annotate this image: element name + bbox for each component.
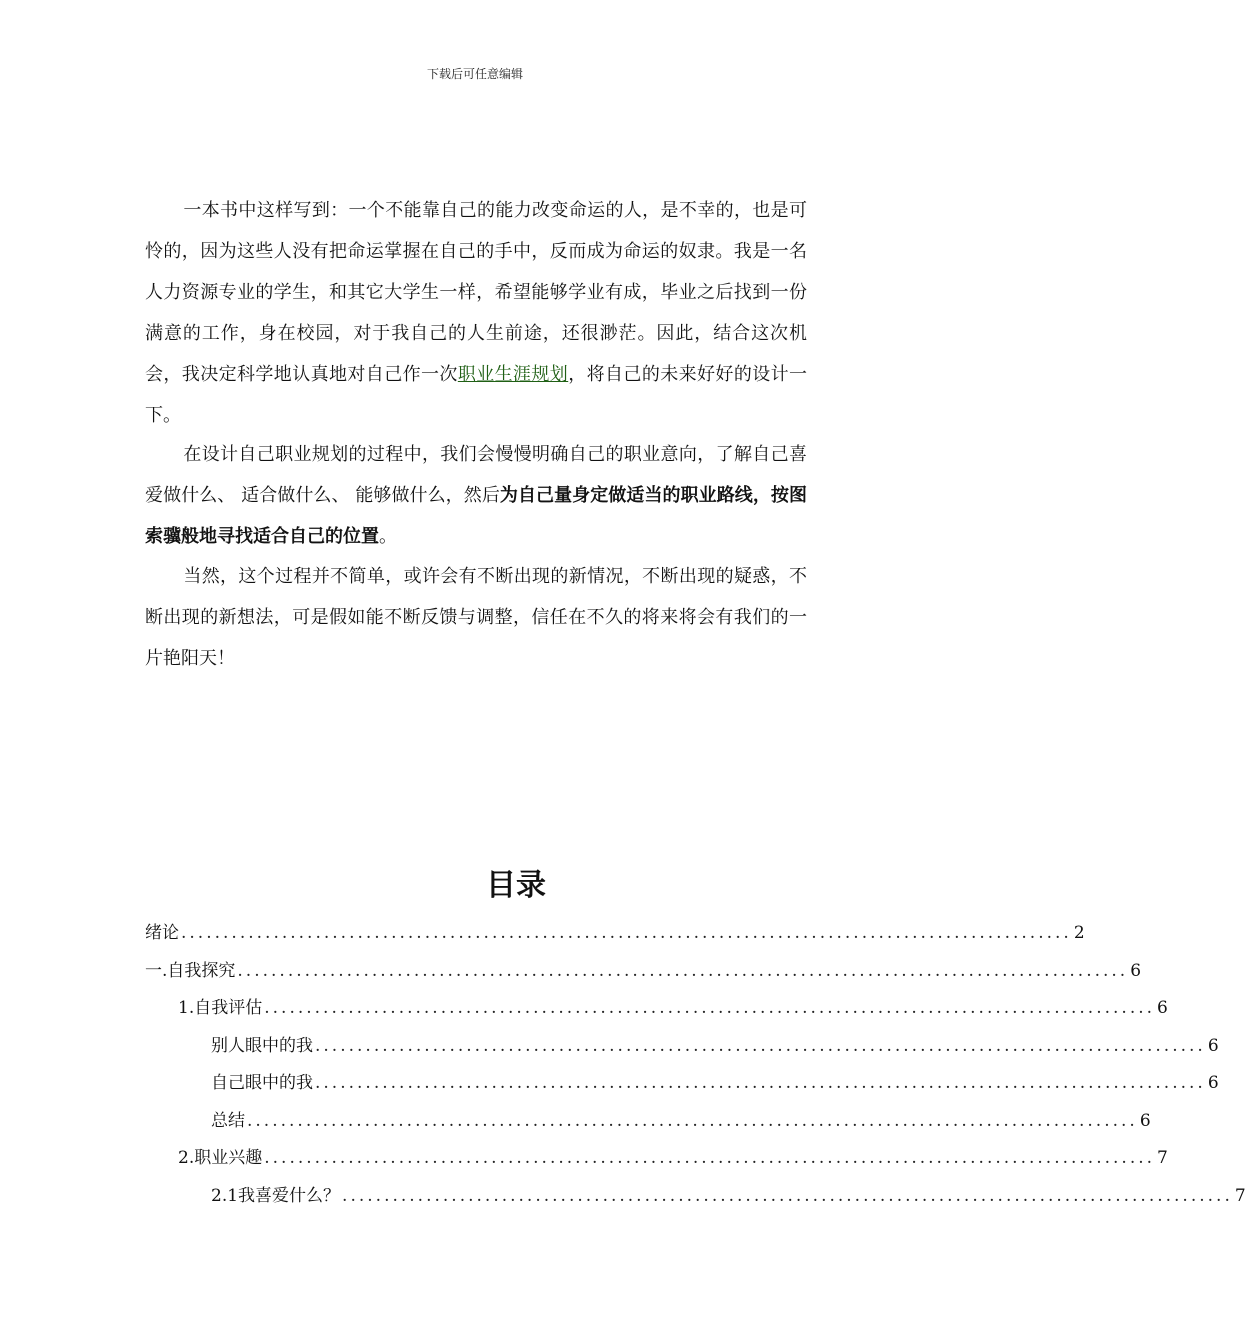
- toc-title: 目录: [486, 868, 546, 903]
- bold-phrase: 为自己量身定做适当的职业路线，按图索骥般地寻找适合自己的位置: [145, 485, 807, 547]
- toc-entry-label: 一.自我探究: [145, 960, 236, 981]
- toc-entry-label: 2.职业兴趣: [178, 1148, 263, 1168]
- toc-entry-page: 2: [1073, 923, 1085, 943]
- toc-entry[interactable]: [145, 1143, 1168, 1181]
- paragraph-text: 一本书中这样写到：一个不能靠自己的能力改变命运的人，是不幸的，也是可怜的，因为这些人没有把命运掌握在自己的手中，反而成为命运的奴隶。我是一名人力资源专业的学生，和其它大学生一样，希望能够学业有成，毕业之后找到一份满意的工作，身在校园，对于我自己的人生前途，还很渺茫。因此，结合这次机会，我决定科学地认真地对自己作一次: [145, 200, 807, 385]
- toc-entry[interactable]: [145, 1106, 1151, 1144]
- toc-leader-dots: ..........................................................................................................: [315, 1035, 1206, 1056]
- toc-entry-page: 7: [1157, 1148, 1168, 1168]
- toc-entry[interactable]: [145, 993, 1168, 1031]
- paragraph-text: 。: [379, 526, 397, 547]
- paragraph-text: 当然，这个过程并不简单，或许会有不断出现的新情况，不断出现的疑惑，不断出现的新想法，可是假如能不断反馈与调整，信任在不久的将来将会有我们的一片艳阳天！: [145, 566, 807, 669]
- toc-entry-label: 绪论: [145, 923, 179, 943]
- toc-leader-dots: ..........................................................................................................: [264, 998, 1156, 1018]
- toc-entry-label: 别人眼中的我: [211, 1035, 313, 1056]
- toc-leader-dots: ..........................................................................................................: [264, 1148, 1156, 1168]
- toc-entry-label: 1.自我评估: [178, 998, 263, 1018]
- toc-entry-page: 7: [1234, 1185, 1246, 1206]
- toc-leader-dots: ..........................................................................................................: [342, 1185, 1233, 1206]
- page-header: 下载后可任意编辑: [426, 67, 523, 81]
- toc-leader-dots: ..........................................................................................................: [181, 923, 1072, 943]
- toc-entry-label: 总结: [211, 1110, 245, 1131]
- toc-entry-label: 自己眼中的我: [211, 1073, 313, 1093]
- toc-entry-page: 6: [1207, 1035, 1219, 1056]
- toc-entry[interactable]: [145, 1181, 1246, 1219]
- toc-entry-page: 6: [1130, 960, 1142, 981]
- toc-entry[interactable]: [145, 1031, 1219, 1069]
- intro-paragraph-1: [145, 190, 807, 436]
- toc-leader-dots: ..........................................................................................................: [237, 960, 1129, 981]
- toc-leader-dots: ..........................................................................................................: [315, 1073, 1206, 1093]
- toc-entry[interactable]: [145, 918, 1085, 956]
- toc-entry[interactable]: [145, 956, 1142, 994]
- toc-entry-page: 6: [1207, 1073, 1219, 1093]
- toc-entry-page: 6: [1139, 1110, 1151, 1131]
- paragraph-text: 在设计自己职业规划的过程中，我们会慢慢明确自己的职业意向，了解自己喜爱做什么、 适合做什么、 能够做什么，然后: [145, 444, 807, 506]
- career-planning-link[interactable]: 职业生涯规划: [457, 364, 569, 385]
- table-of-contents: [145, 918, 1246, 1218]
- toc-entry[interactable]: [145, 1068, 1219, 1106]
- paragraph-text: ，将自己的未来好好的设计一下。: [145, 364, 808, 426]
- intro-paragraph-3: [145, 556, 807, 679]
- toc-entry-page: 6: [1157, 998, 1168, 1018]
- toc-leader-dots: ..........................................................................................................: [247, 1110, 1138, 1131]
- toc-entry-label: 2.1我喜爱什么？: [211, 1185, 341, 1206]
- intro-paragraph-2: [145, 434, 807, 557]
